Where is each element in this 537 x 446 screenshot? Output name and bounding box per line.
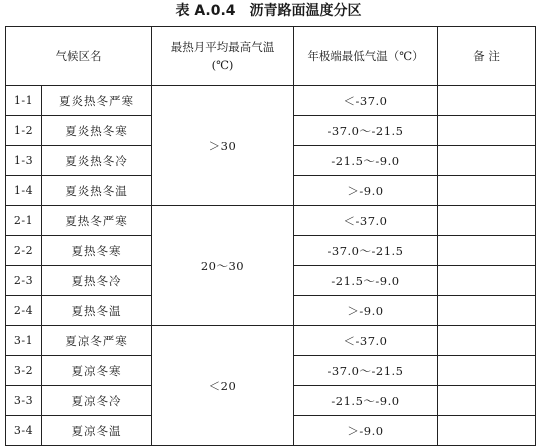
zone-code: 2-3 xyxy=(6,266,42,296)
table-row xyxy=(6,326,536,356)
zone-name: 夏炎热冬严寒 xyxy=(42,86,152,116)
header-remark: 备 注 xyxy=(438,27,536,86)
zone-name: 夏热冬寒 xyxy=(42,236,152,266)
max-temp-range: ＜20 xyxy=(152,326,294,446)
min-temp-range: -21.5～-9.0 xyxy=(294,146,438,176)
header-max-temp xyxy=(152,27,294,86)
header-zone-name: 气候区名 xyxy=(6,27,152,86)
zone-code: 3-3 xyxy=(6,386,42,416)
zone-code: 1-2 xyxy=(6,116,42,146)
min-temp-range: -37.0～-21.5 xyxy=(294,116,438,146)
remark-cell xyxy=(438,266,536,296)
remark-cell xyxy=(438,206,536,236)
zone-code: 3-1 xyxy=(6,326,42,356)
zone-name: 夏炎热冬温 xyxy=(42,176,152,206)
zone-code: 1-1 xyxy=(6,86,42,116)
table-body xyxy=(6,86,536,446)
remark-cell xyxy=(438,296,536,326)
remark-cell xyxy=(438,86,536,116)
min-temp-range: ＜-37.0 xyxy=(294,326,438,356)
zone-code: 1-3 xyxy=(6,146,42,176)
table-header-row xyxy=(6,27,536,86)
zone-name: 夏凉冬冷 xyxy=(42,386,152,416)
table-row xyxy=(6,206,536,236)
zone-code: 1-4 xyxy=(6,176,42,206)
header-max-temp-line2: (℃) xyxy=(211,58,234,72)
max-temp-range: ＞30 xyxy=(152,86,294,206)
zone-name: 夏凉冬严寒 xyxy=(42,326,152,356)
remark-cell xyxy=(438,236,536,266)
zone-code: 2-4 xyxy=(6,296,42,326)
min-temp-range: -21.5～-9.0 xyxy=(294,266,438,296)
zone-name: 夏凉冬寒 xyxy=(42,356,152,386)
table-title xyxy=(0,0,537,24)
min-temp-range: -37.0～-21.5 xyxy=(294,356,438,386)
zone-name: 夏热冬严寒 xyxy=(42,206,152,236)
temperature-zone-table xyxy=(5,26,536,446)
zone-code: 2-2 xyxy=(6,236,42,266)
zone-name: 夏凉冬温 xyxy=(42,416,152,446)
zone-code: 2-1 xyxy=(6,206,42,236)
zone-name: 夏炎热冬冷 xyxy=(42,146,152,176)
zone-code: 3-4 xyxy=(6,416,42,446)
remark-cell xyxy=(438,146,536,176)
min-temp-range: ＞-9.0 xyxy=(294,416,438,446)
min-temp-range: -21.5～-9.0 xyxy=(294,386,438,416)
remark-cell xyxy=(438,386,536,416)
min-temp-range: ＜-37.0 xyxy=(294,206,438,236)
table-number: 表 A.0.4 xyxy=(175,3,236,19)
min-temp-range: ＞-9.0 xyxy=(294,296,438,326)
remark-cell xyxy=(438,116,536,146)
remark-cell xyxy=(438,356,536,386)
zone-code: 3-2 xyxy=(6,356,42,386)
min-temp-range: ＞-9.0 xyxy=(294,176,438,206)
remark-cell xyxy=(438,176,536,206)
table-title-text: 沥青路面温度分区 xyxy=(249,3,362,19)
zone-name: 夏热冬冷 xyxy=(42,266,152,296)
zone-name: 夏炎热冬寒 xyxy=(42,116,152,146)
header-min-temp: 年极端最低气温（℃） xyxy=(294,27,438,86)
remark-cell xyxy=(438,416,536,446)
zone-name: 夏热冬温 xyxy=(42,296,152,326)
remark-cell xyxy=(438,326,536,356)
min-temp-range: -37.0～-21.5 xyxy=(294,236,438,266)
header-max-temp-line1: 最热月平均最高气温 xyxy=(170,40,275,54)
max-temp-range: 20～30 xyxy=(152,206,294,326)
table-row xyxy=(6,86,536,116)
min-temp-range: ＜-37.0 xyxy=(294,86,438,116)
